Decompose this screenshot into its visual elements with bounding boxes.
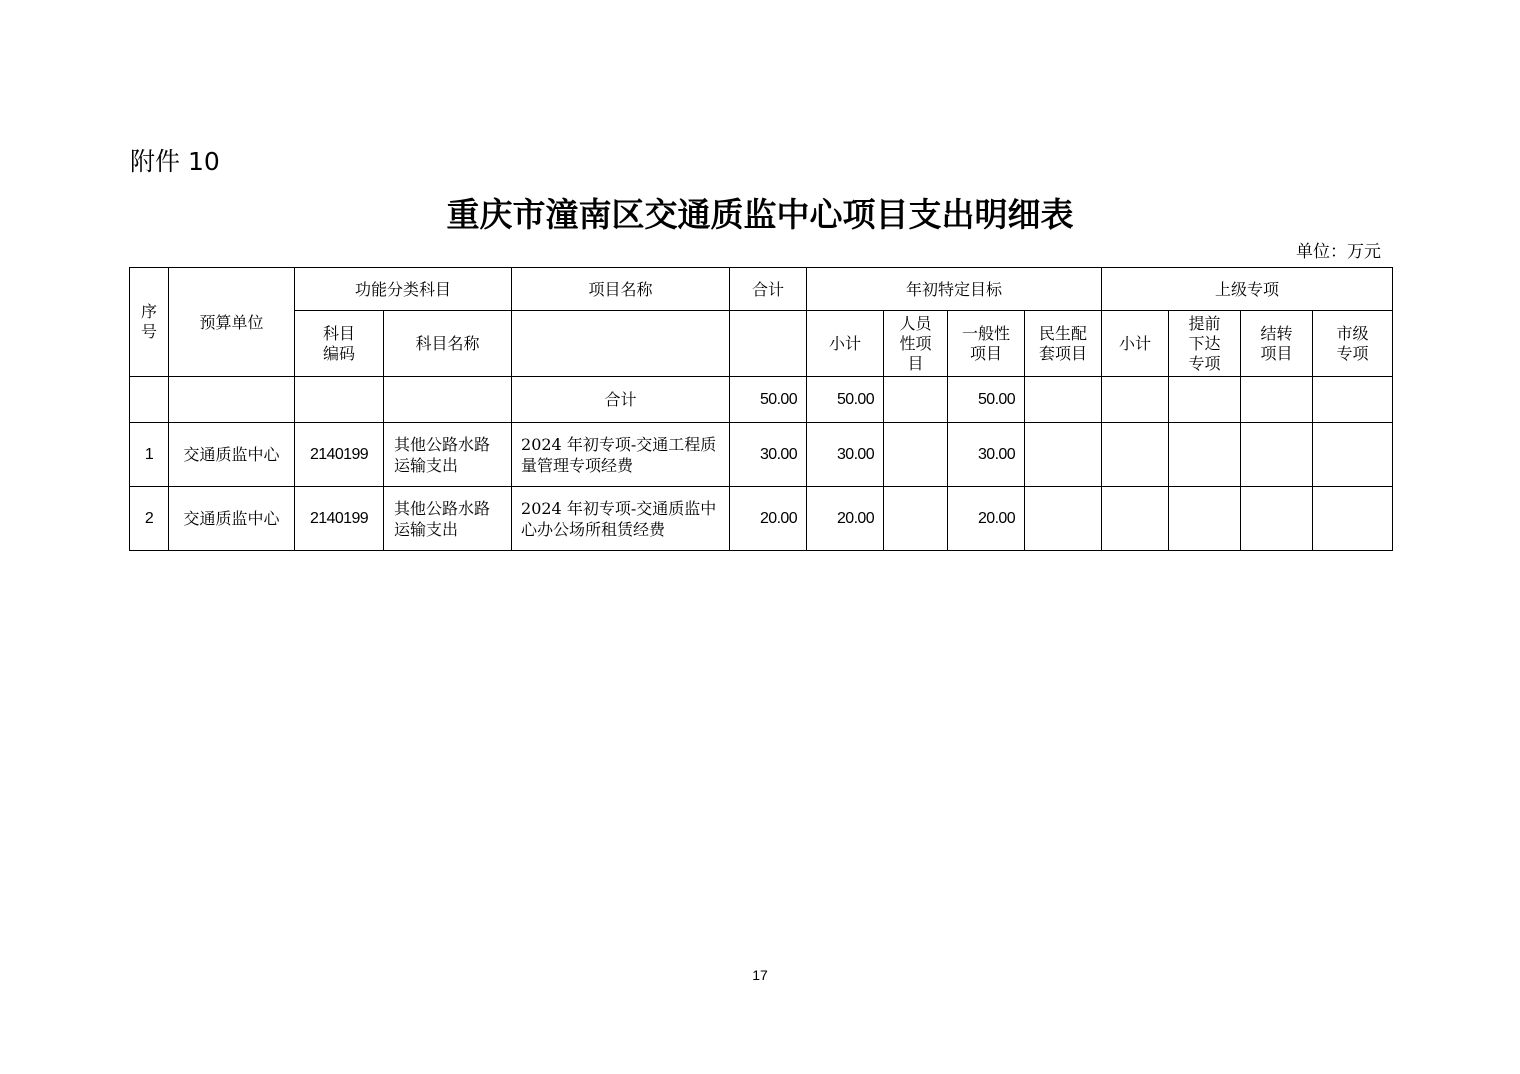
header-total-empty (730, 311, 807, 377)
row-subject-code: 2140199 (295, 423, 384, 487)
header-annual-subtotal: 小计 (807, 311, 884, 377)
header-superior-special: 上级专项 (1102, 268, 1393, 311)
header-project-name: 项目名称 (512, 268, 730, 311)
total-row-annual-subtotal: 50.00 (807, 377, 884, 423)
page-title: 重庆市潼南区交通质监中心项目支出明细表 (446, 195, 1074, 234)
total-row-general-project: 50.00 (948, 377, 1025, 423)
header-function-category: 功能分类科目 (295, 268, 512, 311)
header-superior-subtotal: 小计 (1102, 311, 1169, 377)
row-seq: 1 (130, 423, 169, 487)
row-general-project: 30.00 (948, 423, 1025, 487)
project-expenditure-table (129, 267, 1393, 551)
row-subject-code: 2140199 (295, 487, 384, 551)
total-row-label: 合计 (512, 377, 730, 423)
total-row-total: 50.00 (730, 377, 807, 423)
row-subject-name: 其他公路水路运输支出 (384, 423, 512, 487)
header-city-special: 市级专项 (1313, 311, 1393, 377)
header-budget-unit: 预算单位 (169, 268, 295, 377)
header-seq: 序号 (130, 268, 169, 377)
row-total: 30.00 (730, 423, 807, 487)
header-livelihood-project: 民生配套项目 (1025, 311, 1102, 377)
header-subject-name: 科目名称 (384, 311, 512, 377)
header-general-project: 一般性项目 (948, 311, 1025, 377)
attachment-label: 附件 10 (130, 147, 220, 176)
table-row (130, 423, 1393, 487)
header-personnel-project: 人员性项目 (884, 311, 948, 377)
row-budget-unit: 交通质监中心 (169, 423, 295, 487)
row-annual-subtotal: 20.00 (807, 487, 884, 551)
row-budget-unit: 交通质监中心 (169, 487, 295, 551)
table-row (130, 487, 1393, 551)
total-row (130, 377, 1393, 423)
row-general-project: 20.00 (948, 487, 1025, 551)
header-project-name-empty (512, 311, 730, 377)
row-project-name: 2024 年初专项-交通质监中心办公场所租赁经费 (512, 487, 730, 551)
row-seq: 2 (130, 487, 169, 551)
row-subject-name: 其他公路水路运输支出 (384, 487, 512, 551)
header-subject-code: 科目编码 (295, 311, 384, 377)
row-project-name: 2024 年初专项-交通工程质量管理专项经费 (512, 423, 730, 487)
header-row-1 (130, 268, 1393, 311)
header-carryover-project: 结转项目 (1241, 311, 1313, 377)
row-total: 20.00 (730, 487, 807, 551)
unit-label: 单位：万元 (1296, 242, 1381, 262)
header-total: 合计 (730, 268, 807, 311)
page-number: 17 (752, 967, 768, 983)
header-advance-special: 提前下达专项 (1169, 311, 1241, 377)
row-annual-subtotal: 30.00 (807, 423, 884, 487)
header-annual-target: 年初特定目标 (807, 268, 1102, 311)
header-row-2 (130, 311, 1393, 377)
